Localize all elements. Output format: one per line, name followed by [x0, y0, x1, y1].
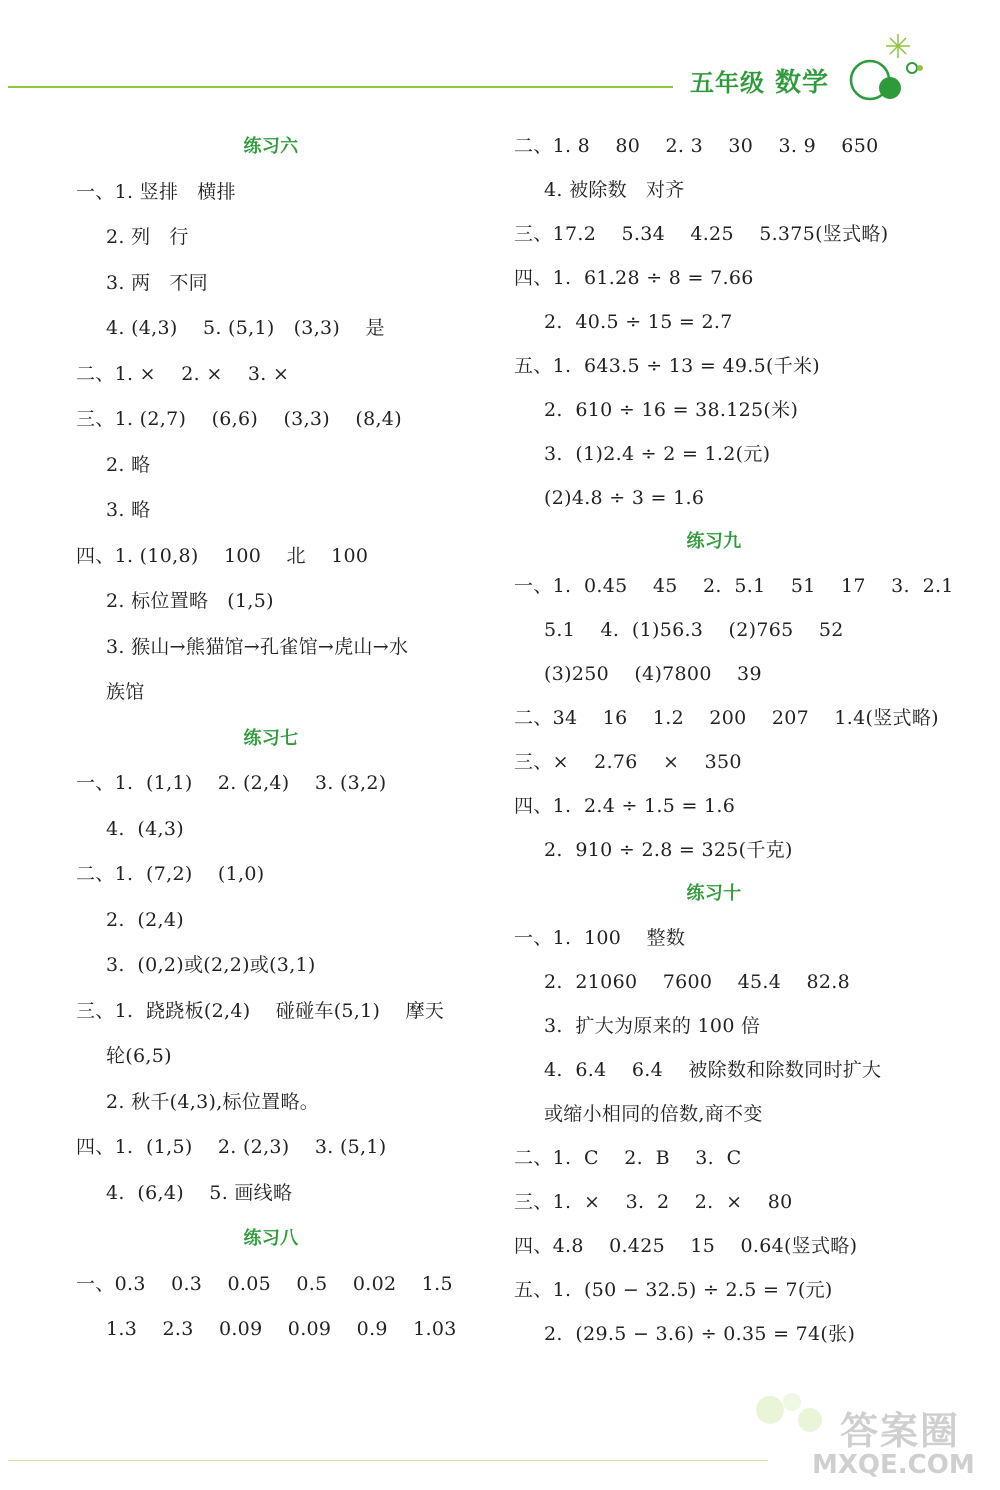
answer-line: 一、1. 竖排 横排 — [76, 180, 236, 203]
answer-line: 2. 40.5 ÷ 15 = 2.7 — [544, 311, 733, 333]
answer-line: 或缩小相同的倍数,商不变 — [544, 1103, 763, 1125]
section-title-7: 练习七 — [243, 727, 299, 749]
answer-line: (3)250 (4)7800 39 — [544, 663, 762, 685]
answer-line: 2. 秋千(4,3),标位置略。 — [106, 1090, 320, 1113]
answer-line: 二、1. (7,2) (1,0) — [76, 863, 265, 885]
answer-line: 4. 被除数 对齐 — [544, 179, 685, 201]
watermark-url: MXQE.COM — [812, 1450, 975, 1480]
answer-line: 2. 610 ÷ 16 = 38.125(米) — [544, 399, 799, 421]
answer-line: 2. 略 — [106, 453, 151, 476]
answer-line: 3. 两 不同 — [106, 271, 208, 294]
answer-line: 三、1. 跷跷板(2,4) 碰碰车(5,1) 摩天 — [76, 999, 445, 1022]
answer-line: 五、1. 643.5 ÷ 13 = 49.5(千米) — [514, 355, 821, 377]
answer-line: 1.3 2.3 0.09 0.09 0.9 1.03 — [106, 1318, 457, 1340]
answer-line: 二、34 16 1.2 200 207 1.4(竖式略) — [514, 707, 939, 729]
answer-line: 一、1. 100 整数 — [514, 927, 686, 949]
answer-line: 4. (6,4) 5. 画线略 — [106, 1181, 293, 1204]
answer-line: 4. (4,3) 5. (5,1) (3,3) 是 — [106, 317, 385, 339]
answer-line: 2. (2,4) — [106, 908, 184, 931]
footer-rule — [8, 1460, 768, 1461]
answer-line: 四、1. 61.28 ÷ 8 = 7.66 — [514, 267, 754, 289]
answer-line: 轮(6,5) — [106, 1045, 172, 1067]
section-title-10: 练习十 — [686, 883, 742, 904]
answer-line: 4. 6.4 6.4 被除数和除数同时扩大 — [544, 1059, 882, 1081]
answer-line: 3. 猴山→熊猫馆→孔雀馆→虎山→水 — [106, 635, 409, 658]
answer-line: 一、0.3 0.3 0.05 0.5 0.02 1.5 — [76, 1272, 453, 1295]
answer-line: 2. 标位置略 (1,5) — [106, 590, 274, 612]
right-column — [514, 124, 954, 1356]
subject-label: 数学 — [775, 68, 830, 98]
answer-line: 2. 列 行 — [106, 226, 189, 248]
answer-line: 三、17.2 5.34 4.25 5.375(竖式略) — [514, 223, 889, 245]
answer-line: (2)4.8 ÷ 3 = 1.6 — [544, 487, 705, 509]
watermark-logo: 答案圈 — [840, 1409, 961, 1453]
grade-label: 五年级 — [690, 69, 765, 97]
answer-line: 二、1. × 2. × 3. × — [76, 362, 290, 385]
answer-line: 3. 扩大为原来的 100 倍 — [544, 1015, 761, 1037]
answer-line: 四、1. (1,5) 2. (2,3) 3. (5,1) — [76, 1136, 387, 1158]
answer-line: 2. (29.5 − 3.6) ÷ 0.35 = 74(张) — [544, 1323, 856, 1345]
answer-line: 2. 21060 7600 45.4 82.8 — [544, 971, 850, 993]
answer-line: 3. (1)2.4 ÷ 2 = 1.2(元) — [544, 443, 771, 465]
answer-line: 2. 910 ÷ 2.8 = 325(千克) — [544, 839, 793, 861]
answer-line: 二、1. 8 80 2. 3 30 3. 9 650 — [514, 135, 879, 157]
section-title-8: 练习八 — [243, 1228, 299, 1249]
answer-line: 四、4.8 0.425 15 0.64(竖式略) — [514, 1235, 858, 1257]
section-title-6: 练习六 — [243, 136, 299, 157]
answer-line: 五、1. (50 − 32.5) ÷ 2.5 = 7(元) — [514, 1279, 833, 1301]
answer-line: 四、1. (10,8) 100 北 100 — [76, 544, 369, 567]
answer-line: 三、1. × 3. 2 2. × 80 — [514, 1191, 793, 1213]
answer-line: 4. (4,3) — [106, 817, 184, 840]
answer-line: 3. (0,2)或(2,2)或(3,1) — [106, 954, 316, 976]
answer-line: 族馆 — [106, 681, 145, 703]
answer-line: 5.1 4. (1)56.3 (2)765 52 — [544, 619, 844, 641]
left-column — [76, 124, 496, 1353]
answer-line: 三、1. (2,7) (6,6) (3,3) (8,4) — [76, 408, 402, 430]
header-title — [690, 62, 829, 99]
answer-line: 二、1. C 2. B 3. C — [514, 1147, 742, 1169]
bubble-decoration-icon — [840, 28, 950, 108]
answer-line: 四、1. 2.4 ÷ 1.5 = 1.6 — [514, 795, 736, 817]
answer-line: 一、1. (1,1) 2. (2,4) 3. (3,2) — [76, 772, 387, 794]
section-title-9: 练习九 — [686, 531, 742, 552]
leaf-decoration-icon — [740, 1380, 850, 1450]
answer-line: 一、1. 0.45 45 2. 5.1 51 17 3. 2.1 — [514, 575, 954, 597]
answer-line: 三、× 2.76 × 350 — [514, 751, 742, 773]
answer-line: 3. 略 — [106, 499, 151, 521]
header-rule — [8, 86, 673, 88]
